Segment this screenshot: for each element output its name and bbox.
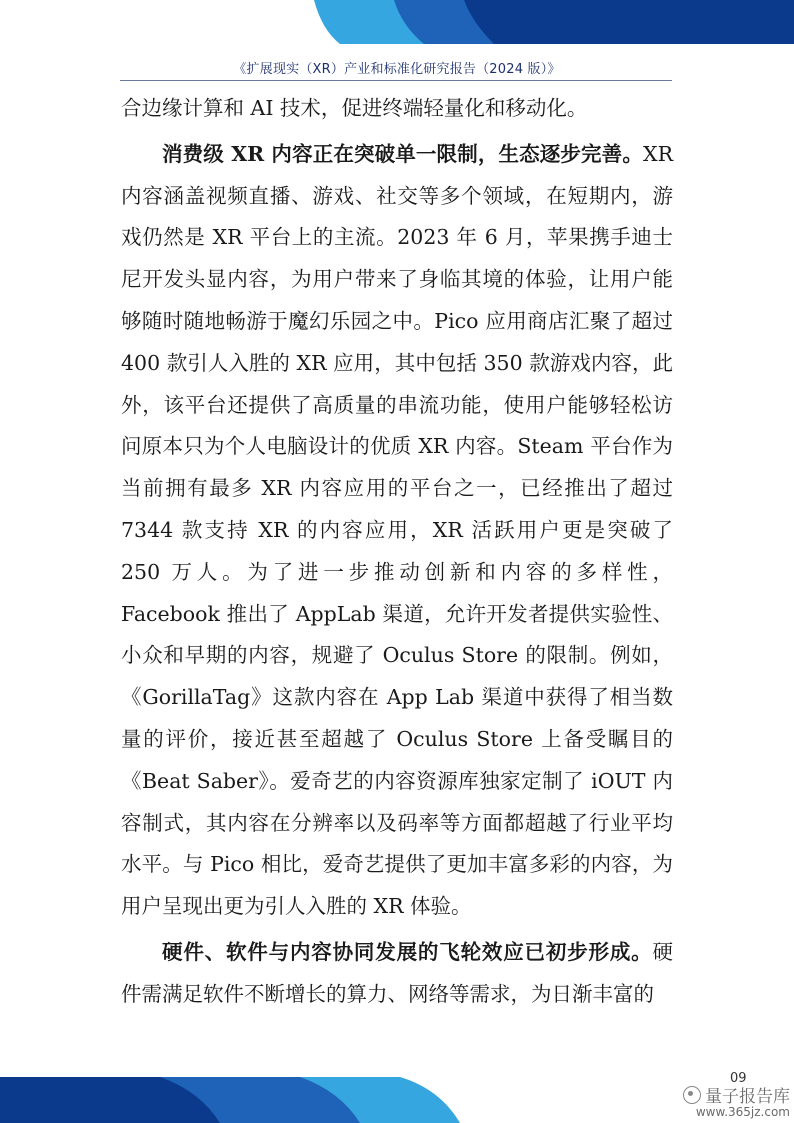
watermark-url: www.365jz.com bbox=[695, 1105, 790, 1119]
bottom-banner bbox=[0, 1077, 460, 1123]
report-header-title: 《扩展现实（XR）产业和标准化研究报告（2024 版）》 bbox=[233, 62, 561, 77]
paragraph-lead: 硬件、软件与内容协同发展的飞轮效应已初步形成。 bbox=[162, 939, 653, 964]
paragraph-continuation bbox=[121, 88, 673, 130]
paragraph-lead: 消费级 XR 内容正在突破单一限制，生态逐步完善。 bbox=[162, 141, 643, 166]
paragraph-text: XR 内容涵盖视频直播、游戏、社交等多个领域，在短期内，游戏仍然是 XR 平台上的主流。2023 年 6 月，苹果携手迪士尼开发头显内容，为用户带来了身临其境的体验，让用户能够随时随地畅游于魔幻乐园之中。Pico 应用商店汇聚了超过 400 款引人入胜的 XR 应用，其中包括 350 款游戏内容，此外，该平台还提供了高质量的串流功能，使用户能够轻松访问原本只为个人电脑设计的优质 XR 内容。Steam 平台作为当前拥有最多 XR 内容应用的平台之一，已经推出了超过 7344 款支持 XR 的内容应用，XR 活跃用户更是突破了 250 万人。为了进一步推动创新和内容的多样性，Facebook 推出了 AppLab 渠道，允许开发者提供实验性、小众和早期的内容，规避了 Oculus Store 的限制。例如，《GorillaTag》这款内容在 App Lab 渠道中获得了相当数量的评价，接近甚至超越了 Oculus Store 上备受瞩目的《Beat Saber》。爱奇艺的内容资源库独家定制了 iOUT 内容制式，其内容在分辨率以及码率等方面都超越了行业平均水平。与 Pico 相比，爱奇艺提供了更加丰富多彩的内容，为用户呈现出更为引人入胜的 XR 体验。 bbox=[121, 141, 673, 919]
body-text bbox=[121, 88, 673, 1016]
paragraph-text: 合边缘计算和 AI 技术，促进终端轻量化和移动化。 bbox=[121, 96, 588, 120]
watermark-name: 量子报告库 bbox=[705, 1087, 790, 1107]
watermark-logo-icon bbox=[683, 1086, 701, 1104]
bottom-banner-graphic bbox=[0, 1077, 460, 1123]
top-banner bbox=[314, 0, 794, 44]
header-divider bbox=[120, 80, 672, 81]
paragraph-flywheel bbox=[121, 932, 673, 1016]
watermark bbox=[628, 1082, 790, 1119]
watermark-header bbox=[683, 1082, 790, 1107]
top-banner-graphic bbox=[314, 0, 794, 44]
paragraph-xr-content bbox=[121, 134, 673, 928]
paragraph-text: 硬件需满足软件不断增长的算力、网络等需求，为日渐丰富的 bbox=[121, 939, 673, 1006]
page-number: 09 bbox=[730, 1071, 747, 1086]
